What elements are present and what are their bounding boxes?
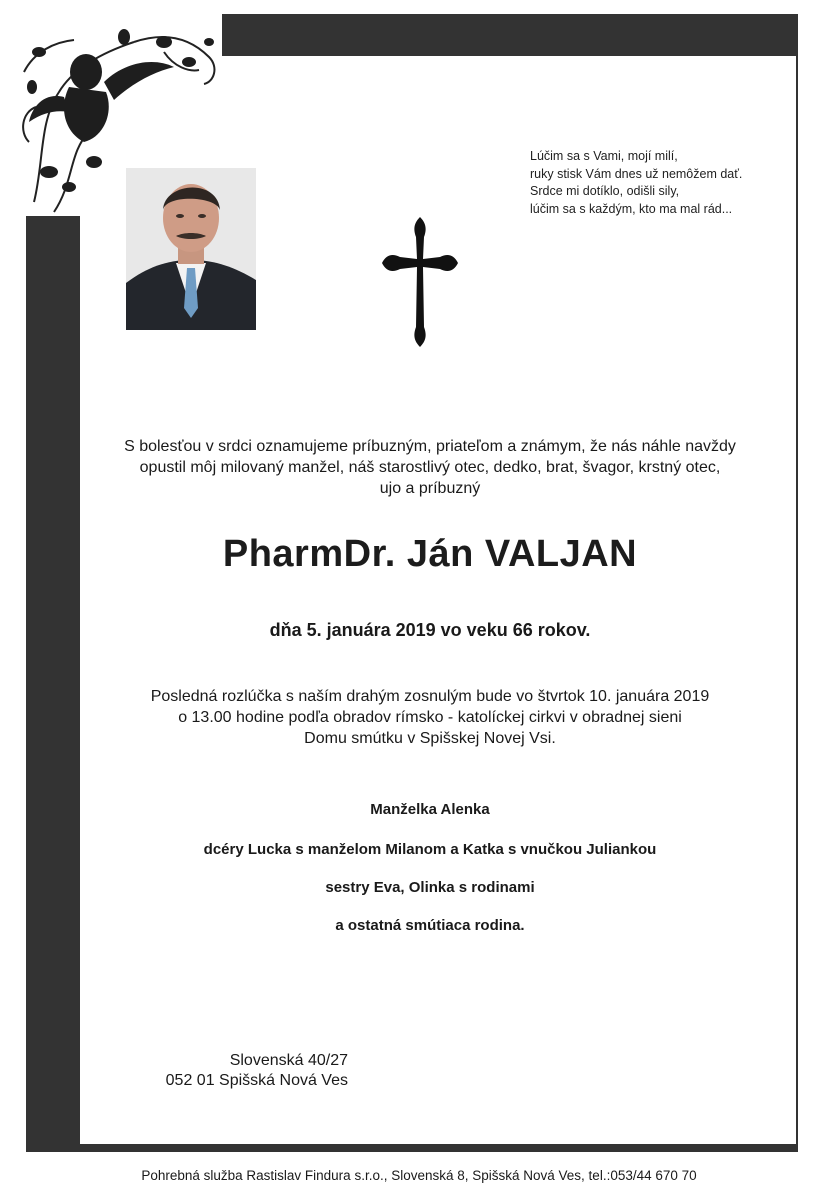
poem-line: Srdce mi dotíklo, odišli sily, (530, 184, 680, 198)
death-date: dňa 5. januára 2019 vo veku 66 rokov. (269, 620, 591, 640)
announcement-text (60, 436, 800, 499)
mourner-spouse: Manželka Alenka (370, 801, 490, 818)
farewell-poem (530, 148, 790, 218)
sender-address (108, 1051, 348, 1091)
announcement-line: opustil môj milovaný manžel, náš starostlivý otec, dedko, brat, švagor, krstný otec, (139, 459, 721, 476)
address-street: Slovenská 40/27 (229, 1052, 348, 1069)
cross-icon (380, 215, 460, 349)
mourner-family: a ostatná smútiaca rodina. (335, 917, 525, 934)
address-city: 052 01 Spišská Nová Ves (165, 1072, 348, 1089)
poem-line: ruky stisk Vám dnes už nemôžem dať. (530, 166, 743, 181)
poem-line: lúčim sa s každým, kto ma mal rád... (530, 201, 733, 216)
poem-line: Lúčim sa s Vami, mojí milí, (530, 149, 678, 163)
funeral-line: Posledná rozlúčka s naším drahým zosnulým bude vo štvrtok 10. januára 2019 (150, 688, 710, 705)
mourner-sisters: sestry Eva, Olinka s rodinami (325, 879, 535, 896)
announcement-line: ujo a príbuzný (379, 480, 481, 497)
announcement-line: S bolesťou v srdci oznamujeme príbuzným, priateľom a známym, že nás náhle navždy (124, 438, 736, 455)
funeral-details (30, 686, 830, 749)
funeral-service-footer: Pohrebná služba Rastislav Findura s.r.o., Slovenská 8, Spišská Nová Ves, tel.:053/44 670 70 (141, 1168, 697, 1183)
funeral-line: Domu smútku v Spišskej Novej Vsi. (304, 730, 556, 747)
deceased-name: PharmDr. Ján VALJAN (222, 533, 638, 575)
funeral-line: o 13.00 hodine podľa obradov rímsko - katolíckej cirkvi v obradnej sieni (178, 709, 682, 726)
mourner-daughters: dcéry Lucka s manželom Milanom a Katka s vnučkou Juliankou (203, 841, 657, 858)
portrait-photo (126, 168, 256, 330)
